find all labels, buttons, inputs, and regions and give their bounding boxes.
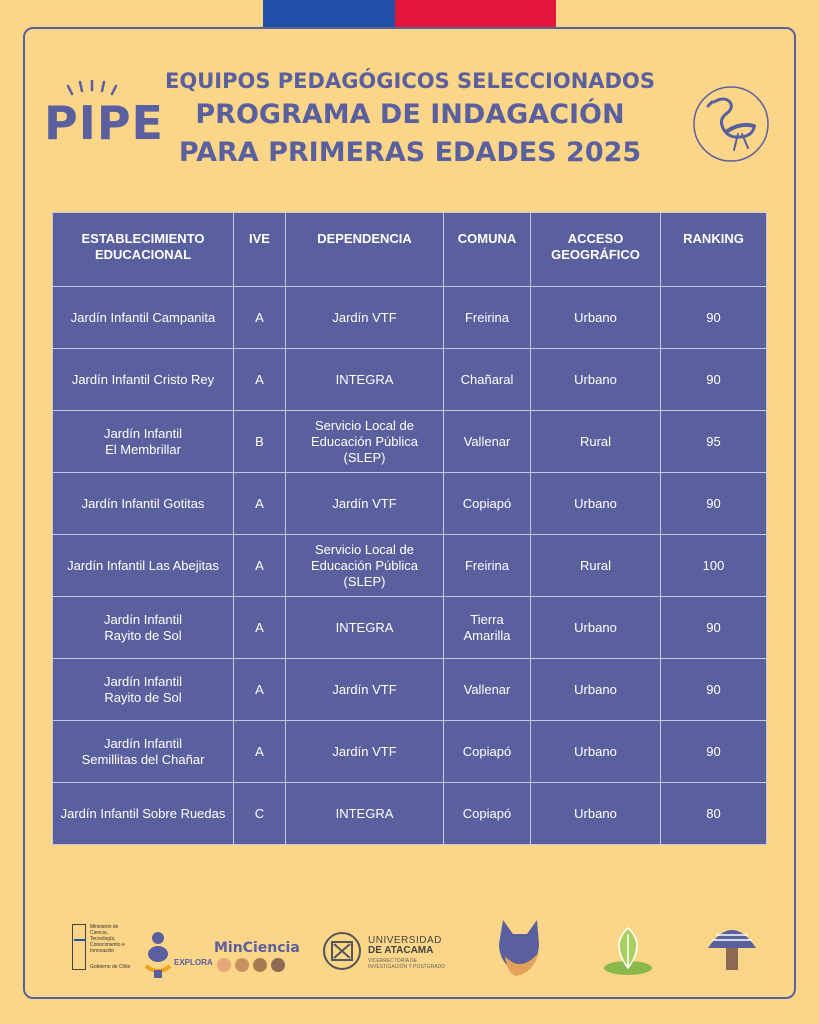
- cell-dependencia: INTEGRA: [286, 349, 444, 411]
- col-header-ive: IVE: [234, 213, 286, 287]
- cell-acceso: Urbano: [531, 349, 661, 411]
- cell-establecimiento: Jardín Infantil Rayito de Sol: [53, 597, 234, 659]
- cell-establecimiento: Jardín Infantil Gotitas: [53, 473, 234, 535]
- cell-ranking: 90: [661, 349, 767, 411]
- cell-dependencia: Jardín VTF: [286, 287, 444, 349]
- cell-ive: A: [234, 349, 286, 411]
- flamingo-seal-icon: [692, 84, 770, 164]
- cell-dependencia: Servicio Local de Educación Pública (SLEP): [286, 411, 444, 473]
- selected-teams-table: [52, 212, 767, 845]
- explora-figure-icon: [140, 924, 180, 982]
- explora-logo: [140, 924, 213, 982]
- cell-ranking: 90: [661, 659, 767, 721]
- cell-dependencia: Jardín VTF: [286, 659, 444, 721]
- universidad-atacama-logo: [322, 930, 452, 976]
- explora-logo-text: EXPLORA: [174, 958, 213, 967]
- gobierno-chile-logo: [72, 924, 134, 980]
- pipe-logo-text: PIPE: [44, 96, 164, 150]
- cell-acceso: Urbano: [531, 783, 661, 845]
- cell-ranking: 90: [661, 597, 767, 659]
- table-row: [53, 287, 767, 349]
- fox-icon: [495, 916, 545, 978]
- cell-ranking: 80: [661, 783, 767, 845]
- table-row: [53, 411, 767, 473]
- cell-establecimiento: Jardín Infantil Las Abejitas: [53, 535, 234, 597]
- cell-ive: B: [234, 411, 286, 473]
- cell-acceso: Urbano: [531, 659, 661, 721]
- page-title-line2: PARA PRIMERAS EDADES 2025: [178, 137, 642, 168]
- page-title-line1: PROGRAMA DE INDAGACIÓN: [195, 99, 625, 130]
- cell-comuna: Vallenar: [444, 411, 531, 473]
- cell-acceso: Rural: [531, 411, 661, 473]
- cell-dependencia: INTEGRA: [286, 783, 444, 845]
- cell-ive: A: [234, 535, 286, 597]
- col-header-ranking: RANKING: [661, 213, 767, 287]
- cell-ranking: 90: [661, 287, 767, 349]
- cell-acceso: Urbano: [531, 721, 661, 783]
- cell-comuna: Copiapó: [444, 473, 531, 535]
- cell-establecimiento: Jardín Infantil Rayito de Sol: [53, 659, 234, 721]
- uda-logo-line3: VICERRECTORÍA DE INVESTIGACIÓN Y POSTGRADO: [368, 958, 446, 970]
- flag-blue-stripe: [263, 0, 395, 27]
- pipe-logo: [44, 80, 164, 160]
- minciencia-logo-text: MinCiencia: [214, 940, 300, 956]
- page-subtitle: EQUIPOS PEDAGÓGICOS SELECCIONADOS: [165, 69, 655, 93]
- col-header-establecimiento: ESTABLECIMIENTO EDUCACIONAL: [53, 213, 234, 287]
- col-header-comuna: COMUNA: [444, 213, 531, 287]
- cell-comuna: Copiapó: [444, 783, 531, 845]
- cell-establecimiento: Jardín Infantil Sobre Ruedas: [53, 783, 234, 845]
- uda-logo-line1: UNIVERSIDAD: [368, 935, 442, 946]
- cell-comuna: Copiapó: [444, 721, 531, 783]
- cell-ive: A: [234, 473, 286, 535]
- cell-ive: A: [234, 597, 286, 659]
- cell-dependencia: Jardín VTF: [286, 721, 444, 783]
- cell-ranking: 90: [661, 721, 767, 783]
- cell-dependencia: INTEGRA: [286, 597, 444, 659]
- cell-dependencia: Jardín VTF: [286, 473, 444, 535]
- cell-establecimiento: Jardín Infantil Cristo Rey: [53, 349, 234, 411]
- cell-ranking: 100: [661, 535, 767, 597]
- gobierno-logo-sub: Gobierno de Chile: [90, 964, 131, 970]
- uda-shield-icon: [322, 930, 362, 972]
- table-row: [53, 349, 767, 411]
- cell-comuna: Tierra Amarilla: [444, 597, 531, 659]
- page-header: [140, 66, 680, 172]
- table-row: [53, 597, 767, 659]
- flag-red-stripe: [395, 0, 556, 27]
- leaf-icon: [602, 924, 654, 976]
- table-row: [53, 535, 767, 597]
- cell-establecimiento: Jardín Infantil Campanita: [53, 287, 234, 349]
- mushroom-icon: [706, 922, 758, 976]
- cell-dependencia: Servicio Local de Educación Pública (SLEP): [286, 535, 444, 597]
- cell-establecimiento: Jardín Infantil El Membrillar: [53, 411, 234, 473]
- gobierno-logo-text: Ministerio de Ciencia, Tecnología, Conocimiento e Innovación: [90, 924, 125, 954]
- col-header-acceso: ACCESO GEOGRÁFICO: [531, 213, 661, 287]
- cell-ive: A: [234, 721, 286, 783]
- col-header-dependencia: DEPENDENCIA: [286, 213, 444, 287]
- cell-ive: C: [234, 783, 286, 845]
- cell-acceso: Urbano: [531, 473, 661, 535]
- table-row: [53, 659, 767, 721]
- cell-ive: A: [234, 659, 286, 721]
- minciencia-logo: [214, 940, 306, 980]
- minciencia-circles-icon: [214, 956, 294, 974]
- cell-ranking: 90: [661, 473, 767, 535]
- cell-comuna: Vallenar: [444, 659, 531, 721]
- cell-comuna: Freirina: [444, 287, 531, 349]
- cell-comuna: Freirina: [444, 535, 531, 597]
- cell-establecimiento: Jardín Infantil Semillitas del Chañar: [53, 721, 234, 783]
- table-row: [53, 783, 767, 845]
- gobierno-flag-icon: [72, 924, 86, 970]
- cell-acceso: Urbano: [531, 597, 661, 659]
- cell-comuna: Chañaral: [444, 349, 531, 411]
- cell-acceso: Rural: [531, 535, 661, 597]
- table-header-row: [53, 213, 767, 287]
- table-row: [53, 473, 767, 535]
- cell-acceso: Urbano: [531, 287, 661, 349]
- table-row: [53, 721, 767, 783]
- cell-ranking: 95: [661, 411, 767, 473]
- sponsor-logos: [60, 910, 760, 990]
- uda-logo-line2: DE ATACAMA: [368, 945, 434, 956]
- region-atacama-seal: [692, 84, 770, 164]
- cell-ive: A: [234, 287, 286, 349]
